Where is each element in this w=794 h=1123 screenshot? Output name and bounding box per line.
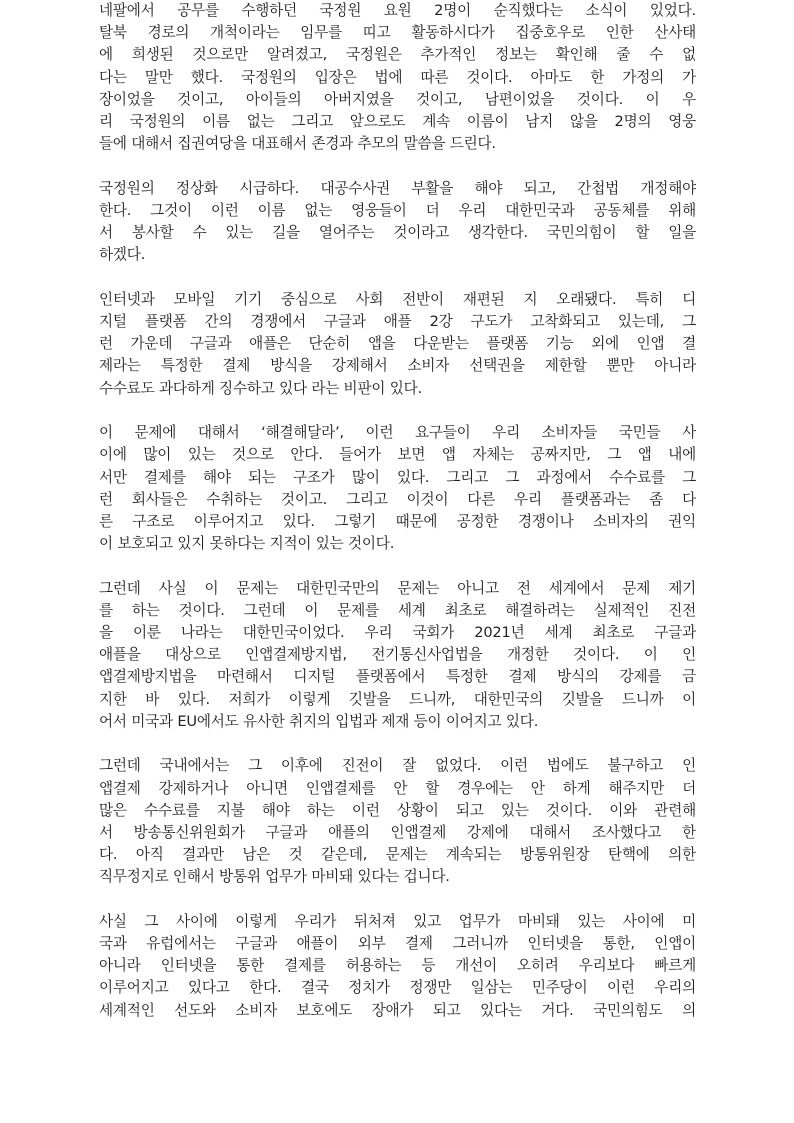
- text-line: 을 이룬 나라는 대한민국이었다. 우리 국회가 2021년 세계 최초로 구글과: [99, 624, 696, 642]
- text-line: 이에 많이 있는 것으로 안다. 들어가 보면 앱 자체는 공짜지만, 그 앱 내에: [99, 446, 696, 464]
- text-line: 장이었을 것이고, 아이들의 아버지였을 것이고, 남편이었을 것이다. 이 우: [99, 90, 696, 108]
- paragraph-4: [99, 422, 696, 555]
- text-line: 직무정지로 인해서 방통위 업무가 마비돼 있다는 겁니다.: [99, 868, 450, 886]
- text-line: 리 국정원의 이름 없는 그리고 앞으로도 계속 이름이 남지 않을 2명의 영웅: [99, 112, 696, 130]
- text-line: 어서 미국과 EU에서도 유사한 취지의 입법과 제재 등이 이어지고 있다.: [99, 712, 539, 730]
- paragraph-6: [99, 755, 696, 888]
- text-line: 하겠다.: [99, 246, 146, 264]
- text-line: 애플을 대상으로 인앱결제방지법, 전기통신사업법을 개정한 것이다. 이 인: [99, 646, 696, 664]
- text-line: 네팔에서 공무를 수행하던 국정원 요원 2명이 순직했다는 소식이 있었다.: [99, 2, 696, 19]
- text-line: 를 하는 것이다. 그런데 이 문제를 세계 최초로 해결하려는 실제적인 진전: [99, 601, 696, 619]
- paragraph-5: [99, 578, 696, 733]
- text-line: 이 문제에 대해서 ‘해결해달라’, 이런 요구들이 우리 소비자들 국민들 사: [99, 424, 696, 442]
- text-line: 서 봉사할 수 있는 길을 열어주는 것이라고 생각한다. 국민의힘이 할 일을: [99, 224, 696, 242]
- text-line: 서만 결제를 해야 되는 구조가 많이 있다. 그리고 그 과정에서 수수료를 그: [99, 468, 696, 486]
- text-line: 이 보호되고 있지 못하다는 지적이 있는 것이다.: [99, 535, 395, 553]
- document-page: [99, 0, 696, 1044]
- text-line: 다는 말만 했다. 국정원의 입장은 법에 따른 것이다. 아마도 한 가정의 가: [99, 68, 696, 86]
- text-line: 그런데 사실 이 문제는 대한민국만의 문제는 아니고 전 세계에서 문제 제기: [99, 579, 696, 597]
- text-line: 이루어지고 있다고 한다. 결국 정치가 정쟁만 일삼는 민주당이 이런 우리의: [99, 979, 696, 997]
- paragraph-2: [99, 178, 696, 267]
- text-line: 에 희생된 것으로만 알려졌고, 국정원은 추가적인 정보는 확인해 줄 수 없: [99, 46, 696, 64]
- text-line: 인터넷과 모바일 기기 중심으로 사회 전반이 재편된 지 오래됐다. 특히 디: [99, 290, 696, 308]
- text-line: 런 가운데 구글과 애플은 단순히 앱을 다운받는 플랫폼 기능 외에 인앱 결: [99, 335, 696, 353]
- text-line: 아니라 인터넷을 통한 결제를 허용하는 등 개선이 오히려 우리보다 빠르게: [99, 957, 696, 975]
- text-line: 앱결제방지법을 마련해서 디지털 플랫폼에서 특정한 결제 방식의 강제를 금: [99, 668, 696, 686]
- text-line: 지한 바 있다. 저희가 이렇게 깃발을 드니까, 대한민국의 깃발을 드니까 이: [99, 690, 696, 708]
- text-line: 다. 아직 결과만 남은 것 같은데, 문제는 계속되는 방통위원장 탄핵에 의한: [99, 846, 696, 864]
- paragraph-3: [99, 289, 696, 400]
- text-line: 들에 대해서 집권여당을 대표해서 존경과 추모의 말씀을 드린다.: [99, 135, 496, 153]
- text-line: 서 방송통신위원회가 구글과 애플의 인앱결제 강제에 대해서 조사했다고 한: [99, 823, 696, 841]
- paragraph-7: [99, 911, 696, 1022]
- text-line: 른 구조로 이루어지고 있다. 그렇기 때문에 공정한 경쟁이나 소비자의 권익: [99, 512, 696, 530]
- text-line: 사실 그 사이에 이렇게 우리가 뒤처져 있고 업무가 마비돼 있는 사이에 미: [99, 912, 696, 930]
- text-line: 지털 플랫폼 간의 경쟁에서 구글과 애플 2강 구도가 고착화되고 있는데, 그: [99, 313, 696, 331]
- text-line: 탈북 경로의 개척이라는 임무를 띠고 활동하시다가 집중호우로 인한 산사태: [99, 24, 696, 42]
- text-line: 제라는 특정한 결제 방식을 강제해서 소비자 선택권을 제한할 뿐만 아니라: [99, 357, 696, 375]
- text-line: 앱결제 강제하거나 아니면 인앱결제를 안 할 경우에는 안 하게 해주지만 더: [99, 779, 696, 797]
- text-line: 한다. 그것이 이런 이름 없는 영웅들이 더 우리 대한민국과 공동체를 위해: [99, 201, 696, 219]
- text-line: 수수료도 과다하게 징수하고 있다 라는 비판이 있다.: [99, 379, 422, 397]
- text-line: 런 회사들은 수취하는 것이고. 그리고 이것이 다른 우리 플랫폼과는 좀 다: [99, 490, 696, 508]
- text-line: 세계적인 선도와 소비자 보호에도 장애가 되고 있다는 거다. 국민의힘도 의: [99, 1001, 696, 1019]
- text-line: 그런데 국내에서는 그 이후에 진전이 잘 없었다. 이런 법에도 불구하고 인: [99, 757, 696, 775]
- paragraph-1: [99, 0, 696, 155]
- text-line: 국과 유럽에서는 구글과 애플이 외부 결제 그러니까 인터넷을 통한, 인앱이: [99, 935, 696, 953]
- text-line: 많은 수수료를 지불 해야 하는 이런 상황이 되고 있는 것이다. 이와 관련해: [99, 801, 696, 819]
- text-line: 국정원의 정상화 시급하다. 대공수사권 부활을 해야 되고, 간첩법 개정해야: [99, 179, 696, 197]
